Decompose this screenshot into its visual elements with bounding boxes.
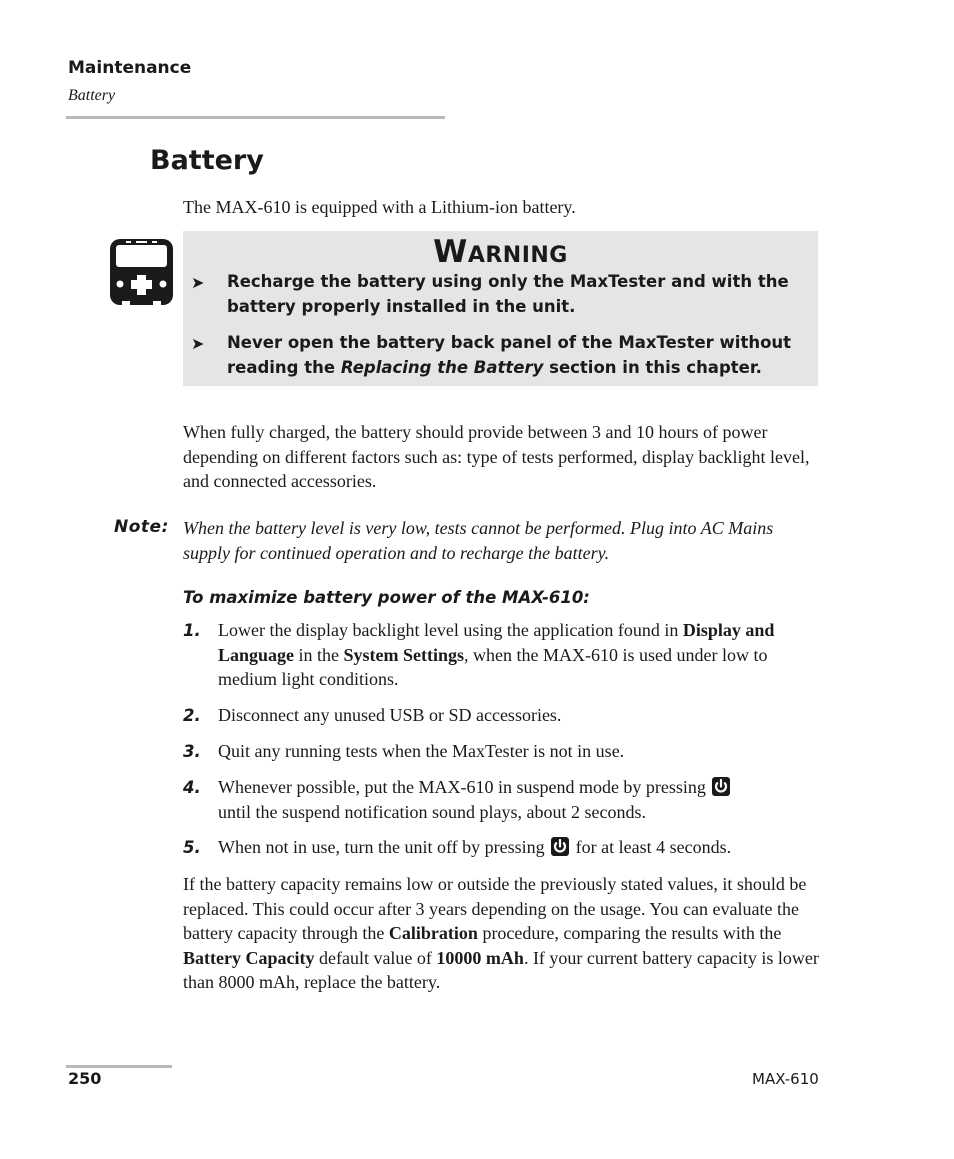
intro-paragraph: The MAX-610 is equipped with a Lithium-ion battery. [183, 197, 576, 217]
warning-item-text: Recharge the battery using only the MaxTester and with the battery properly installed in the unit. [227, 272, 789, 316]
step-text: When not in use, turn the unit off by pressing for at least 4 seconds. [218, 837, 732, 857]
step-number: 5. [183, 838, 201, 857]
running-header-section: Maintenance [68, 58, 192, 78]
running-header-subsection: Battery [68, 87, 116, 104]
power-icon [551, 837, 569, 856]
procedure-title: To maximize battery power of the MAX-610: [183, 588, 590, 607]
step-text: Whenever possible, put the MAX-610 in suspend mode by pressing until the suspend notification sound plays, about 2 seconds. [218, 775, 818, 824]
warning-item-text: Never open the battery back panel of the MaxTester without reading the Replacing the Battery section in this chapter. [227, 333, 792, 377]
header-divider [66, 116, 445, 119]
warning-ambulance-icon [108, 237, 175, 307]
page-title: Battery [150, 145, 264, 176]
arrow-bullet-icon: ➤ [191, 273, 205, 292]
power-icon [712, 777, 730, 796]
warning-box [183, 231, 818, 386]
note-text: When the battery level is very low, tests cannot be performed. Plug into AC Mains supply for continued operation and to recharge the battery. [183, 518, 774, 563]
warning-title: WARNING [433, 234, 568, 270]
arrow-bullet-icon: ➤ [191, 334, 205, 353]
footer-model: MAX-610 [752, 1070, 819, 1088]
step-text: Lower the display backlight level using the application found in Display and Language in the System Settings, when the MAX-610 is used under low to medium light conditions. [218, 620, 775, 689]
step-text: Disconnect any unused USB or SD accessories. [218, 705, 562, 725]
step-text: Quit any running tests when the MaxTester is not in use. [218, 741, 625, 761]
battery-life-paragraph: When fully charged, the battery should provide between 3 and 10 hours of power depending on different factors such as: type of tests performed, display backlight level, and connected accessories. [183, 422, 810, 491]
note-label: Note: [114, 517, 169, 537]
step-number: 1. [183, 621, 201, 640]
footer-divider [66, 1065, 172, 1068]
step-number: 3. [183, 742, 201, 761]
page-number: 250 [68, 1069, 102, 1088]
replacement-paragraph: If the battery capacity remains low or outside the previously stated values, it should be replaced. This could occur after 3 years depending on the usage. You can evaluate the battery capacity through the Calibration procedure, comparing the results with the Battery Capacity default value of 10000 mAh. If your current battery capacity is lower than 8000 mAh, replace the battery. [183, 874, 819, 992]
step-number: 2. [183, 706, 201, 725]
step-number: 4. [183, 778, 201, 797]
